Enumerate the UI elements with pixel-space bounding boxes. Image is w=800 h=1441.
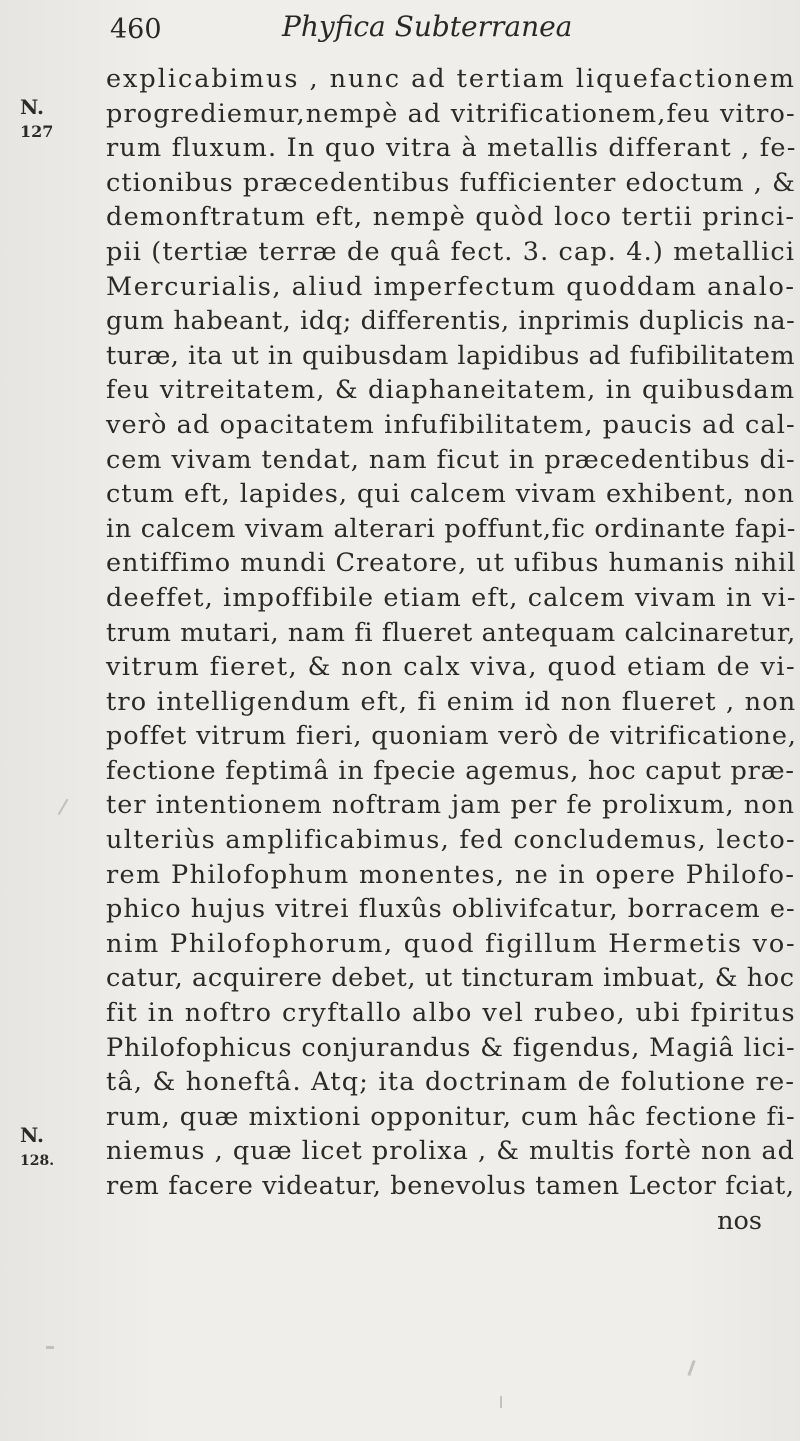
page-number: 460: [110, 14, 162, 45]
margin-note-number: 127: [20, 122, 54, 141]
margin-note-label: N.: [20, 1123, 44, 1147]
text-line: rum, quæ mixtioni opponitur, cum hâc fectione fi-: [106, 1101, 796, 1132]
body-text: [106, 62, 796, 1238]
text-line: poffet vitrum fieri, quoniam verò de vitrificatione,: [106, 721, 797, 752]
text-line: Philofophicus conjurandus & figendus, Magiâ lici-: [106, 1032, 796, 1063]
text-line: verò ad opacitatem infufibilitatem, paucis ad cal-: [106, 409, 796, 440]
text-line: turæ, ita ut in quibusdam lapidibus ad fufibilitatem: [106, 340, 796, 371]
text-line: rem Philofophum monentes, ne in opere Philofo-: [106, 859, 796, 890]
text-line: ter intentionem noftram jam per fe prolixum, non: [106, 790, 796, 821]
text-line: in calcem vivam alterari poffunt,fic ordinante fapi-: [106, 513, 797, 544]
text-line: vitrum fieret, & non calx viva, quod etiam de vi-: [106, 652, 797, 683]
text-line: demonftratum eft, nempè quòd loco tertii princi-: [106, 202, 796, 233]
paper-speck: [58, 799, 69, 816]
text-line: rum fluxum. In quo vitra à metallis differant , fe-: [106, 133, 797, 164]
text-line: cem vivam tendat, nam ficut in præcedentibus di-: [106, 444, 796, 475]
paper-speck: [46, 1346, 54, 1349]
text-line: fit in noftro cryftallo albo vel rubeo, ubi fpiritus: [106, 998, 797, 1029]
text-line: ctum eft, lapides, qui calcem vivam exhibent, non: [106, 479, 795, 510]
text-line: nim Philofophorum, quod figillum Hermetis vo-: [106, 928, 797, 959]
text-line: Mercurialis, aliud imperfectum quoddam analo-: [106, 271, 796, 302]
text-line: trum mutari, nam fi flueret antequam calcinaretur,: [106, 617, 796, 648]
text-line: fectione feptimâ in fpecie agemus, hoc caput præ-: [106, 755, 795, 786]
running-title: Phyfica Subterranea: [282, 10, 573, 43]
text-line: explicabimus , nunc ad tertiam liquefactionem: [106, 64, 796, 94]
text-line: nos: [717, 1205, 762, 1236]
text-line: feu vitreitatem, & diaphaneitatem, in quibusdam: [106, 375, 796, 406]
text-line: ulteriùs amplificabimus, fed concludemus, lecto-: [106, 825, 796, 856]
paper-speck: [687, 1360, 695, 1376]
text-line: gum habeant, idq; differentis, inprimis duplicis na-: [106, 306, 796, 337]
text-line: tro intelligendum eft, fi enim id non flueret , non: [106, 686, 797, 717]
margin-note-number: 128.: [20, 1153, 55, 1169]
text-line: catur, acquirere debet, ut tincturam imbuat, & hoc: [106, 963, 795, 994]
paper-speck: [500, 1396, 502, 1408]
text-line: phico hujus vitrei fluxûs oblivifcatur, borracem e-: [106, 894, 796, 925]
text-line: progrediemur,nempè ad vitrificationem,feu vitro-: [106, 98, 796, 129]
text-line: niemus , quæ licet prolixa , & multis fortè non ad: [106, 1136, 796, 1167]
page-header: [0, 4, 800, 54]
text-line: deeffet, impoffibile etiam eft, calcem vivam in vi-: [106, 582, 797, 613]
margin-note-label: N.: [20, 95, 44, 119]
text-line: rem facere videatur, benevolus tamen Lector fciat,: [106, 1171, 795, 1201]
text-line: ctionibus præcedentibus fufficienter edoctum , &: [106, 167, 796, 198]
text-line: tâ, & honeftâ. Atq; ita doctrinam de folutione re-: [106, 1067, 796, 1098]
text-line: pii (tertiæ terræ de quâ fect. 3. cap. 4.) metallici: [106, 236, 796, 267]
text-line: entiffimo mundi Creatore, ut ufibus humanis nihil: [106, 548, 797, 579]
